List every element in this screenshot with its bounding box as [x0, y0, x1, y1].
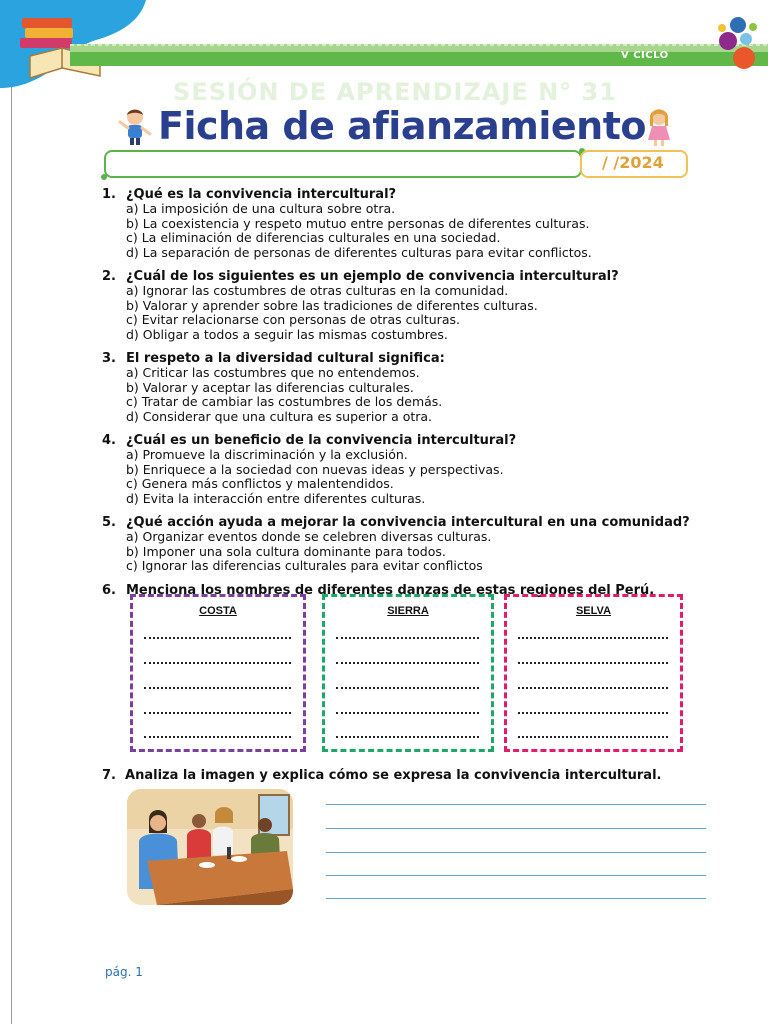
question-2: [102, 269, 722, 342]
question-number: 2.: [102, 269, 116, 284]
student-name-field[interactable]: [104, 150, 582, 178]
answer-line[interactable]: [336, 687, 479, 689]
date-text: / /2024: [602, 153, 664, 172]
answer-line[interactable]: [336, 736, 479, 738]
girl-character-icon: [642, 106, 676, 146]
region-box-selva: [504, 594, 683, 752]
option-item: d) Considerar que una cultura es superior a otra.: [126, 408, 433, 424]
question-7: [102, 768, 661, 783]
answer-line[interactable]: [518, 712, 668, 714]
question-text: Menciona los nombres de diferentes danzas de estas regiones del Perú.: [126, 582, 655, 598]
region-heading: SELVA: [575, 605, 612, 617]
region-heading: COSTA: [199, 605, 237, 617]
answer-line[interactable]: [326, 875, 706, 876]
session-title: SESIÓN DE APRENDIZAJE N° 31: [173, 78, 617, 106]
people-at-table-illustration: [127, 789, 293, 905]
option-item: a) Criticar las costumbres que no entendemos.: [126, 365, 420, 380]
answer-line[interactable]: [518, 736, 668, 738]
answer-line[interactable]: [326, 898, 706, 899]
question-text: El respeto a la diversidad cultural significa:: [126, 351, 445, 366]
option-item: c) Tratar de cambiar las costumbres de los demás.: [126, 394, 443, 409]
option-item: d) La separación de personas de diferentes culturas para evitar conflictos.: [126, 244, 592, 260]
option-item: b) Enriquece a la sociedad con nuevas ideas y perspectivas.: [126, 461, 504, 477]
question-number: 4.: [102, 433, 116, 448]
option-item: b) Valorar y aceptar las diferencias culturales.: [126, 379, 414, 395]
answer-line[interactable]: [144, 712, 291, 714]
main-title: Ficha de afianzamiento: [158, 104, 647, 148]
answer-line[interactable]: [518, 662, 668, 664]
option-item: c) Ignorar las diferencias culturales para evitar conflictos: [126, 558, 483, 573]
region-heading: SIERRA: [387, 605, 429, 617]
question-text: ¿Qué es la convivencia intercultural?: [126, 187, 397, 202]
option-item: a) Promueve la discriminación y la exclusión.: [126, 447, 408, 462]
option-item: d) Evita la interacción entre diferentes culturas.: [126, 490, 426, 506]
colored-dots-icon: [712, 14, 768, 70]
answer-line[interactable]: [326, 852, 706, 853]
question-3: [102, 351, 722, 424]
answer-line[interactable]: [144, 736, 291, 738]
option-item: d) Obligar a todos a seguir las mismas costumbres.: [126, 326, 448, 342]
option-item: c) Evitar relacionarse con personas de otras culturas.: [126, 312, 460, 327]
option-item: c) Genera más conflictos y malentendidos.: [126, 476, 394, 491]
option-item: a) La imposición de una cultura sobre otra.: [126, 201, 396, 216]
option-item: b) Imponer una sola cultura dominante para todos.: [126, 543, 446, 559]
option-item: a) Organizar eventos donde se celebren diversas culturas.: [126, 529, 492, 544]
question-number: 6.: [102, 582, 116, 598]
option-item: b) Valorar y aprender sobre las tradiciones de diferentes culturas.: [126, 297, 538, 313]
question-number: 7.: [102, 768, 116, 783]
answer-line[interactable]: [336, 637, 479, 639]
answer-line[interactable]: [518, 687, 668, 689]
question-5: [102, 515, 722, 574]
boy-character-icon: [117, 106, 153, 146]
answer-line[interactable]: [326, 804, 706, 805]
question-text: ¿Cuál es un beneficio de la convivencia intercultural?: [126, 433, 517, 448]
question-4: [102, 433, 722, 506]
question-text: ¿Qué acción ayuda a mejorar la convivencia intercultural en una comunidad?: [126, 515, 690, 530]
question-number: 1.: [102, 187, 116, 202]
option-item: a) Ignorar las costumbres de otras culturas en la comunidad.: [126, 283, 509, 298]
answer-line[interactable]: [144, 687, 291, 689]
question-text: Analiza la imagen y explica cómo se expresa la convivencia intercultural.: [125, 768, 662, 783]
answer-line[interactable]: [326, 828, 706, 829]
answer-line[interactable]: [144, 662, 291, 664]
option-item: b) La coexistencia y respeto mutuo entre personas de diferentes culturas.: [126, 215, 590, 231]
dance-region-boxes: [130, 594, 686, 754]
option-item: c) La eliminación de diferencias culturales en una sociedad.: [126, 230, 501, 245]
answer-line[interactable]: [518, 637, 668, 639]
region-box-costa: [130, 594, 306, 752]
question-number: 5.: [102, 515, 116, 530]
answer-line[interactable]: [336, 662, 479, 664]
questions-list: [102, 187, 722, 607]
page-number: pág. 1: [105, 965, 143, 979]
answer-line[interactable]: [336, 712, 479, 714]
question-1: [102, 187, 722, 260]
answer-line[interactable]: [144, 637, 291, 639]
ciclo-label: V CICLO: [621, 50, 669, 61]
region-box-sierra: [322, 594, 494, 752]
question-number: 3.: [102, 351, 116, 366]
question-text: ¿Cuál de los siguientes es un ejemplo de convivencia intercultural?: [126, 269, 619, 284]
